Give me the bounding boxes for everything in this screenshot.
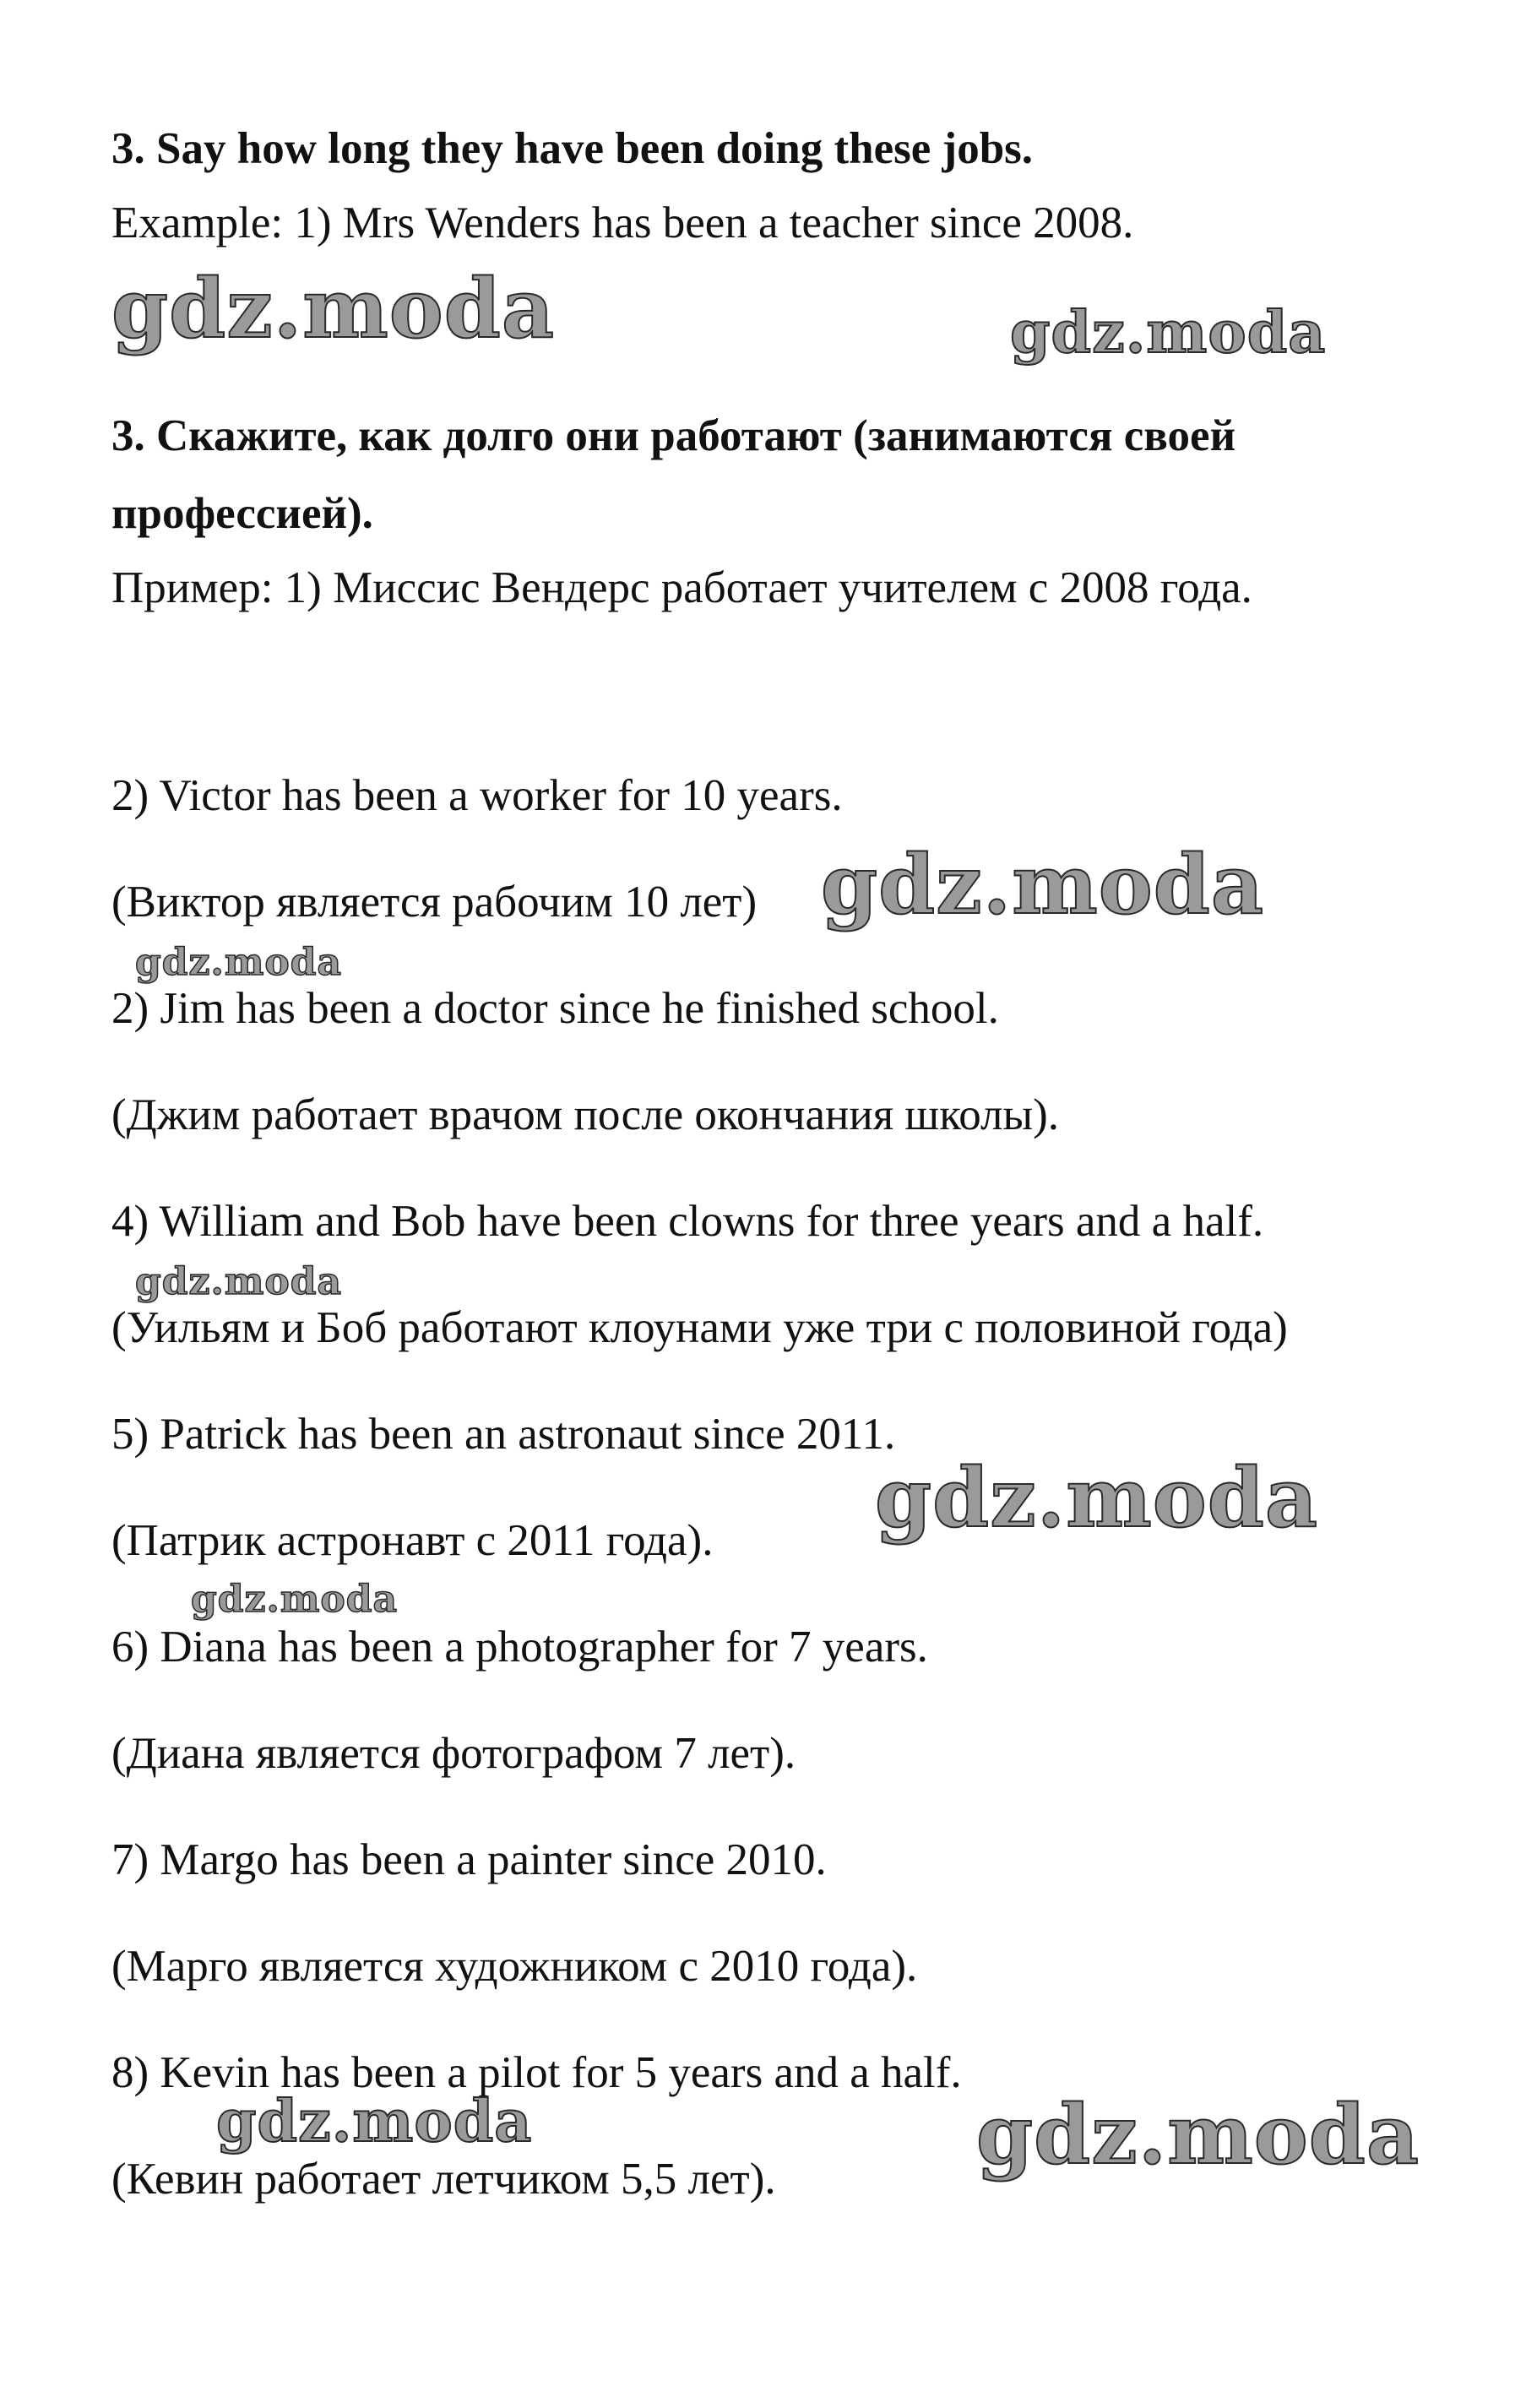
watermark-logo: gdz.moda [135, 1260, 343, 1303]
answer-en: 7) Margo has been a painter since 2010. [111, 1835, 827, 1884]
watermark-logo: gdz.moda [111, 261, 556, 356]
task-example-en: Example: 1) Mrs Wenders has been a teacher since 2008. [111, 198, 1134, 247]
answer-en: 2) Victor has been a worker for 10 years. [111, 771, 843, 820]
answer-ru: (Джим работает врачом после окончания школы). [111, 1090, 1060, 1139]
answer-ru: (Виктор является рабочим 10 лет) [111, 878, 758, 927]
answer-en: 8) Kevin has been a pilot for 5 years and a half. [111, 2048, 962, 2097]
task-title-en: 3. Say how long they have been doing these jobs. [111, 124, 1034, 173]
watermark-logo: gdz.moda [821, 837, 1265, 932]
task-title-ru-line1: 3. Скажите, как долго они работают (занимаются своей [111, 411, 1236, 460]
watermark-logo: gdz.moda [976, 2087, 1420, 2182]
watermark-logo: gdz.moda [191, 1578, 399, 1621]
answer-ru: (Марго является художником с 2010 года). [111, 1942, 918, 1991]
answer-en: 5) Patrick has been an astronaut since 2011. [111, 1410, 896, 1459]
watermark-logo: gdz.moda [875, 1450, 1319, 1546]
task-example-ru: Пример: 1) Миссис Вендерс работает учителем с 2008 года. [111, 563, 1252, 612]
answer-en: 6) Diana has been a photographer for 7 years. [111, 1623, 928, 1671]
answer-ru: (Уильям и Боб работают клоунами уже три с половиной года) [111, 1303, 1288, 1352]
task-title-ru-line2: профессией). [111, 489, 373, 538]
watermark-logo: gdz.moda [1010, 299, 1327, 367]
watermark-logo: gdz.moda [216, 2088, 533, 2155]
answer-ru: (Диана является фотографом 7 лет). [111, 1729, 796, 1778]
answer-en: 4) William and Bob have been clowns for three years and a half. [111, 1197, 1264, 1246]
watermark-logo: gdz.moda [135, 941, 343, 984]
answer-en: 2) Jim has been a doctor since he finished school. [111, 984, 999, 1033]
answer-ru: (Патрик астронавт с 2011 года). [111, 1516, 714, 1565]
answer-ru: (Кевин работает летчиком 5,5 лет). [111, 2155, 776, 2204]
